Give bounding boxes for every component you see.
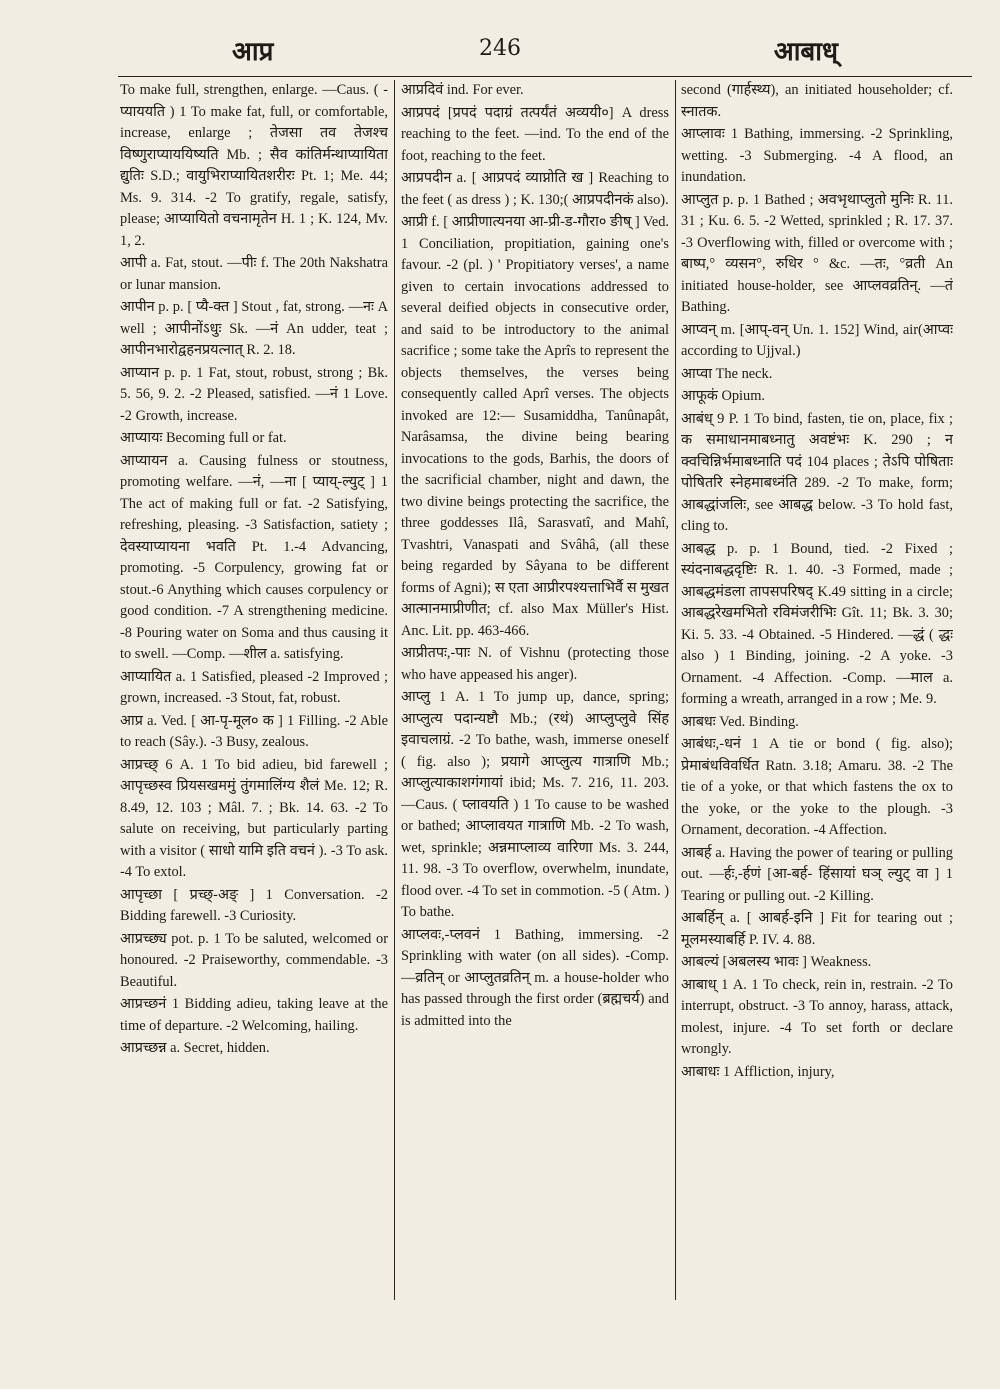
dictionary-entry: आबंधः,-धनं 1 A tie or bond ( fig. also); प्रेमाबंधविवर्धित Ratn. 3.18; Amaru. 38. -2 The tie of a yoke, or that which fastens the ox to the yoke, or the yoke to the plough. -3 Ornament, decoration. -4 Affection. [681,736,953,838]
dictionary-entry: आप्रपदं [प्रपदं पदाग्रं तत्पर्यंतं अव्ययी०] A dress reaching to the feet. —ind. To the end of the foot, reaching to the feet. [401,104,669,164]
dictionary-entry: आबधः Ved. Binding. [681,713,799,730]
dictionary-entry: आप्यायन a. Causing fulness or stoutness, promoting welfare. —नं, —ना [ प्याय्-ल्युट् ] 1 The act of making full or fat. -2 Satisfying, refreshing, pleasing. -3 Satisfaction, satiety ; देवस्याप्यायना भवति Pt. 1.-4 Advancing, promoting. -5 Corpulency, growing fat or stout.-6 Anything which causes corpulency or good condition. -7 A strengthening medicine. -8 Pouring water on Soma and thus causing it to swell. —Comp. —शील a. satisfying. [120,452,388,662]
header-rule [118,76,972,77]
dictionary-entry: second (गार्हस्थ्य), an initiated householder; cf. स्नातक. [681,82,953,120]
dictionary-entry: आप्यायः Becoming full or fat. [120,430,287,446]
header-right-guide-word: आबाध् [773,37,838,67]
dictionary-entry: आबंध् 9 P. 1 To bind, fasten, tie on, place, fix ; क समाधानमाबध्नातु अवष्टंभः K. 290 ; न क्वचिन्निर्भमाबध्नाति पदं 104 places ; तेऽपि पोषिताः पोषितरि स्नेहमाबध्नंति 289. -2 To make, form; आबद्धांजलिः, see आबद्ध below. -3 To hold fast, cling to. [681,410,953,534]
dictionary-entry: आप्लवः,-प्लवनं 1 Bathing, immersing. -2 Sprinkling with water (on all sides). -Comp. —व्रतिन् or आप्लुतव्रतिन् m. a house-holder who has passed through the first order (ब्रह्मचर्य) and is admitted into the [401,926,669,1029]
dictionary-entry: आप्र a. Ved. [ आ-पृ-मूल० क ] 1 Filling. -2 Able to reach (Sây.). -3 Busy, zealous. [120,712,388,750]
dictionary-entry: आपीन p. p. [ प्यै-क्त ] Stout , fat, strong. —नः A well ; आपीनोंऽधुः Sk. —नं An udder, teat ; आपीनभारोद्वहनप्रयत्नात् R. 2. 18. [120,299,388,358]
dictionary-entry: आबद्ध p. p. 1 Bound, tied. -2 Fixed ; स्यंदनाबद्धदृष्टिः R. 1. 40. -3 Formed, made ; आबद्धमंडला तापसपरिषद् K.49 sitting in a circle; आबद्धरेखमभितो रविमंजरीभिः Gît. 11; Bk. 3. 30; Ki. 5. 33. -4 Obtained. -5 Hindered. —द्धं ( द्धः also ) 1 Binding, joining. -2 A yoke. -3 Ornament. -4 Affection. -Comp. —माल a. forming a wreath, arranged in a row ; Me. 9. [681,540,953,707]
dictionary-entry: आपी a. Fat, stout. —पीः f. The 20th Nakshatra or lunar mansion. [120,255,388,293]
dictionary-entry: आप्रपदीन a. [ आप्रपदं व्याप्नोति ख ] Reaching to the feet ( as dress ) ; K. 130;( आप्रपदीनकं also). [401,170,669,208]
header-left-guide-word: आप्र [232,37,274,67]
column-2 [401,80,669,1300]
dictionary-entry: आप्रच्छ्य pot. p. 1 To be saluted, welcomed or honoured. -2 Praiseworthy, commendable. -3 Beautiful. [120,930,388,990]
dictionary-entry: आबाध् 1 A. 1 To check, rein in, restrain. -2 To interrupt, obstruct. -3 To annoy, harass, attack, molest, injure. -4 To set forth or declare wrongly. [681,976,953,1057]
dictionary-entry: आपृच्छा [ प्रच्छ्-अङ् ] 1 Conversation. -2 Bidding farewell. -3 Curiosity. [120,886,388,924]
dictionary-entry: आप्लुत p. p. 1 Bathed ; अवभृथाप्लुतो मुनिः R. 11. 31 ; Ku. 6. 5. -2 Wetted, sprinkled ; R. 17. 37. -3 Overflowing with, filled or overcome with ; बाष्प,° व्यसन°, रुधिर ° &c. —तः, °व्रती An initiated house-holder, see आप्लवव्रतिन्. —तं Bathing. [681,191,953,315]
dictionary-entry: आप्वा The neck. [681,365,773,382]
dictionary-entry: आप्रच्छन्न a. Secret, hidden. [120,1040,270,1056]
dictionary-entry: आबाधः 1 Affliction, injury, [681,1063,835,1080]
dictionary-entry: आप्रीतपः,-पाः N. of Vishnu (protecting those who have appeased his anger). [401,645,669,683]
dictionary-entry: आप्लावः 1 Bathing, immersing. -2 Sprinkling, wetting. -3 Submerging. -4 A flood, an inundation. [681,126,953,185]
dictionary-entry: आप्री f. [ आप्रीणात्यनया आ-प्री-ड-गौरा० ङीष् ] Ved. 1 Conciliation, propitiation, gaining one's favour. -2 (pl. ) ' Propitiatory verses', a name given to certain invocations addressed to several deified objects in consecutive order, and said to be introductory to the animal sacrifice ; some take the Aprîs to represent the objects themselves, the verses being consequently called Aprî verses. The objects invoked are 12:— Susamiddha, Tanûnapât, Narâsamsa, the divine being bearing invocations to the gods, Barhis, the doors of the sacrificial chamber, night and dawn, the two divine beings protecting the sacrifice, the three goddesses Ilâ, Sarasvatî, and Mahî, Tvashtri, Vanaspati and Svâhâ, (all these being regarded by Sâyana to be different forms of Agni); स एता आप्रीरपश्यत्ताभिर्वै स मुखत आत्मानमाप्रीणीत; cf. also Max Müller's Hist. Anc. Lit. pp. 463-466. [401,214,669,639]
dictionary-entry: आप्यान p. p. 1 Fat, stout, robust, strong ; Bk. 5. 56, 9. 2. -2 Pleased, satisfied. —नं 1 Love. -2 Growth, increase. [120,364,388,424]
dictionary-entry: आफूकं Opium. [681,388,766,404]
dictionary-entry: To make full, strengthen, enlarge. —Caus. ( -प्याययति ) 1 To make fat, full, or comfortable, increase, enlarge ; तेजसा तव तेजश्च विष्णुराप्याययिष्यति Mb. ; सैव कांतिर्मन्थाप्यायिता द्युतिः S.D.; वायुभिराप्यायितशरीरः Pt. 1; Me. 44; Ms. 9. 314. -2 To gratify, regale, satisfy, please; आप्यायितो वचनामृतेन H. 1 ; K. 124, Mv. 1, 2. [120,82,388,249]
column-divider-2 [675,80,676,1300]
column-3 [681,80,953,1300]
page-header [0,30,1000,76]
column-divider-1 [394,80,395,1300]
page-number: 246 [479,36,521,61]
dictionary-entry: आबर्हिन् a. [ आबर्ह-इनि ] Fit for tearing out ; मूलमस्याबर्हि P. IV. 4. 88. [681,910,953,948]
column-1 [120,80,388,1300]
dictionary-entry: आबल्यं [अबलस्य भावः ] Weakness. [681,954,872,970]
dictionary-entry: आप्लु 1 A. 1 To jump up, dance, spring; आप्लुत्य पदान्यष्टौ Mb.; (रथं) आप्लुप्लुवे सिंह इवाचलाग्रं. -2 To bathe, wash, immerse oneself ( fig. also ); प्रयागे आप्लुत्य गात्राणि Mb.; आप्लुत्याकाशगंगायां ibid; Ms. 7. 216, 11. 203. —Caus. ( प्लावयति ) 1 To cause to be washed or bathed; आप्लावयत गात्राणि Mb. -2 To wash, wet, sprinkle; अन्नमाप्लाव्य वारिणा Ms. 3. 244, 11. 98. -3 To overflow, overwhelm, inundate, flood over. -4 To set in commotion. -5 ( Atm. ) To bathe. [401,689,669,920]
dictionary-entry: आबर्ह a. Having the power of tearing or pulling out. —र्हः,-र्हणं [आ-बर्ह- हिंसायां घञ् ल्युट् वा ] 1 Tearing or pulling out. -2 Killing. [681,844,953,904]
dictionary-entry: आप्रदिवं ind. For ever. [401,82,524,98]
dictionary-entry: आप्रच्छ् 6 A. 1 To bid adieu, bid farewell ; आपृच्छस्व प्रियसखममुं तुंगमालिंग्य शैलं Me. 12; R. 8.49, 12. 103 ; Mâl. 7. ; Bk. 14. 63. -2 To salute on receiving, but particularly parting with a visitor ( साधो यामि इति वचनं ). -3 To ask. -4 To extol. [120,756,388,880]
dictionary-entry: आप्वन् m. [आप्-वन् Un. 1. 152] Wind, air(आप्वः according to Ujjval.) [681,321,953,359]
dictionary-entry: आप्रच्छनं 1 Bidding adieu, taking leave at the time of departure. -2 Welcoming, hailing. [120,996,388,1034]
dictionary-entry: आप्यायित a. 1 Satisfied, pleased -2 Improved ; grown, increased. -3 Stout, fat, robust. [120,668,388,706]
